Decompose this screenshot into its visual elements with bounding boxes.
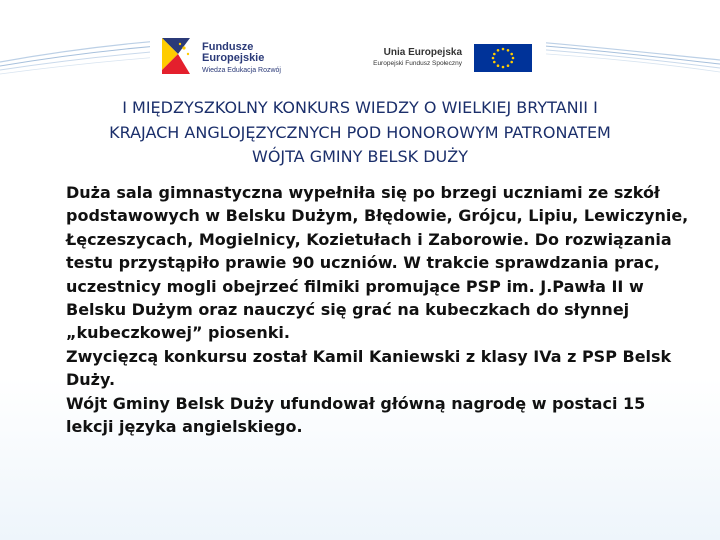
fundusze-europejskie-text: [202, 42, 281, 74]
title-line-1: I MIĘDZYSZKOLNY KONKURS WIEDZY O WIELKIEJ BRYTANII I: [122, 98, 598, 117]
title-line-2: KRAJACH ANGLOJĘZYCZNYCH POD HONOROWYM PATRONATEM: [109, 122, 611, 142]
title-line-3: WÓJTA GMINY BELSK DUŻY: [252, 147, 468, 166]
paragraph-contest-description: Duża sala gimnastyczna wypełniła się po brzegi uczniami ze szkół podstawowych w Belsku Dużym, Błędowie, Grójcu, Lipiu, Lewiczynie, Łęczeszycach, Mogielnicy, Kozietułach i Zaborowie. Do rozwiązania testu przystąpiło prawie 90 uczniów. W trakcie sprawdzania prac, uczestnicy mogli obejrzeć filmiki promujące PSP im. J.Pawła II w Belsku Dużym oraz nauczyć się grać na kubeczkach do słynnej „kubeczkowej” piosenki.: [66, 183, 689, 343]
paragraph-winner: Zwycięzcą konkursu został Kamil Kaniewski z klasy IVa z PSP Belsk Duży.: [66, 346, 672, 390]
fundusze-line3: Wiedza Edukacja Rozwój: [202, 67, 281, 74]
ue-line1: Unia Europejska: [383, 47, 462, 58]
funding-logos-bar: [150, 32, 546, 82]
ue-line2: Europejski Fundusz Społeczny: [373, 60, 462, 67]
unia-europejska-text: [342, 48, 462, 68]
fundusze-line2: Europejskie: [202, 52, 265, 64]
page-title: [20, 96, 700, 170]
eu-flag-icon: [474, 44, 532, 72]
article-body: [66, 181, 696, 438]
paragraph-prize: Wójt Gminy Belsk Duży ufundował główną nagrodę w postaci 15 lekcji języka angielskiego.: [66, 393, 646, 437]
fundusze-line1: Fundusze: [202, 41, 254, 53]
fundusze-europejskie-logo-icon: [160, 36, 196, 76]
